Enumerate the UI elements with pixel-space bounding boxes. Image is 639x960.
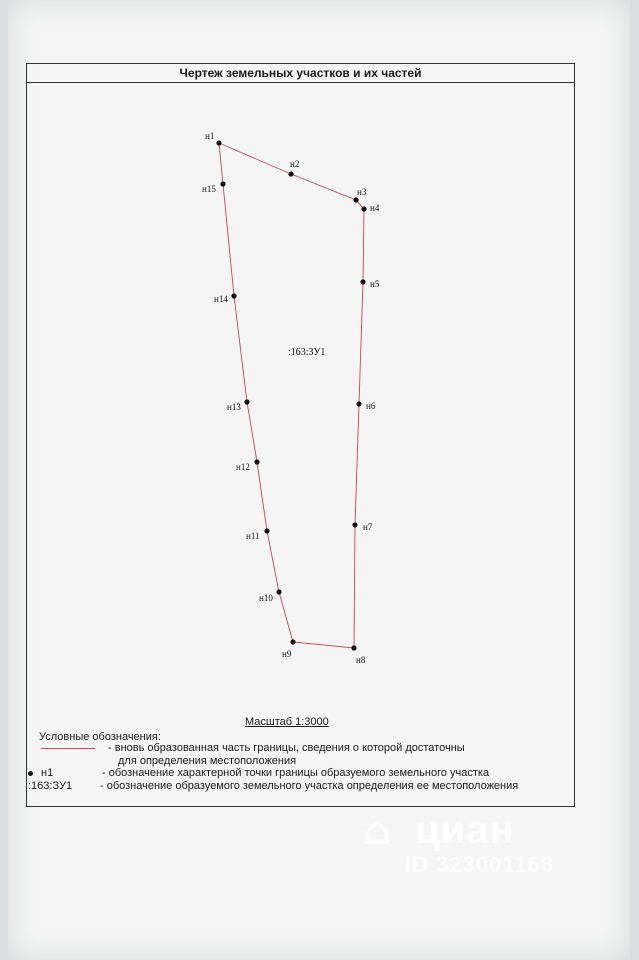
boundary-point-7 bbox=[352, 522, 357, 527]
legend-parcel-text: - обозначение образуемого земельного участка определения ее местоположения bbox=[100, 780, 519, 792]
legend-boundary-text: - вновь образованная часть границы, сведения о которой достаточны bbox=[108, 742, 465, 754]
boundary-point-13 bbox=[244, 399, 249, 404]
point-label-12: н12 bbox=[236, 462, 250, 472]
legend-point-icon bbox=[28, 771, 33, 776]
watermark-brand: циан bbox=[415, 808, 515, 852]
legend-boundary-line bbox=[41, 748, 95, 749]
boundary-point-9 bbox=[290, 639, 295, 644]
boundary-point-8 bbox=[351, 645, 356, 650]
point-label-3: н3 bbox=[357, 187, 367, 197]
scale-label: Масштаб 1:3000 bbox=[245, 716, 329, 728]
point-label-7: н7 bbox=[363, 522, 373, 532]
boundary-point-1 bbox=[216, 140, 221, 145]
point-label-8: н8 bbox=[356, 655, 366, 665]
boundary-point-3 bbox=[353, 197, 358, 202]
point-label-4: н4 bbox=[370, 203, 380, 213]
legend-point-text: - обозначение характерной точки границы образуемого земельного участка bbox=[102, 767, 490, 779]
parcel-label: :163:ЗУ1 bbox=[288, 347, 326, 358]
legend-point-symbol: н1 bbox=[41, 767, 54, 779]
point-label-10: н10 bbox=[259, 593, 273, 603]
boundary-point-6 bbox=[356, 401, 361, 406]
parcel-boundary bbox=[219, 143, 364, 648]
point-label-5: н5 bbox=[370, 279, 380, 289]
point-label-15: н15 bbox=[202, 184, 216, 194]
boundary-point-5 bbox=[360, 279, 365, 284]
boundary-point-12 bbox=[254, 459, 259, 464]
boundary-point-11 bbox=[264, 528, 269, 533]
watermark-id: ID 323001168 bbox=[405, 852, 555, 877]
point-label-14: н14 bbox=[214, 294, 228, 304]
legend-parcel-symbol: :163:ЗУ1 bbox=[28, 780, 73, 792]
point-label-6: н6 bbox=[366, 401, 376, 411]
drawing-title: Чертеж земельных участков и их частей bbox=[27, 64, 574, 83]
document-sheet bbox=[8, 0, 630, 960]
point-label-9: н9 bbox=[282, 649, 292, 659]
boundary-point-2 bbox=[288, 171, 293, 176]
parcel-drawing bbox=[8, 0, 630, 960]
point-label-11: н11 bbox=[246, 531, 260, 541]
boundary-point-4 bbox=[361, 206, 366, 211]
boundary-point-15 bbox=[220, 181, 225, 186]
boundary-point-14 bbox=[231, 293, 236, 298]
point-label-2: н2 bbox=[290, 159, 300, 169]
watermark-logo-icon: ⌂ bbox=[363, 808, 392, 854]
boundary-point-10 bbox=[276, 589, 281, 594]
legend-title: Условные обозначения: bbox=[39, 731, 161, 743]
point-label-13: н13 bbox=[227, 402, 241, 412]
point-label-1: н1 bbox=[205, 131, 215, 141]
legend-boundary-text-2: для определения местоположения bbox=[118, 755, 297, 767]
